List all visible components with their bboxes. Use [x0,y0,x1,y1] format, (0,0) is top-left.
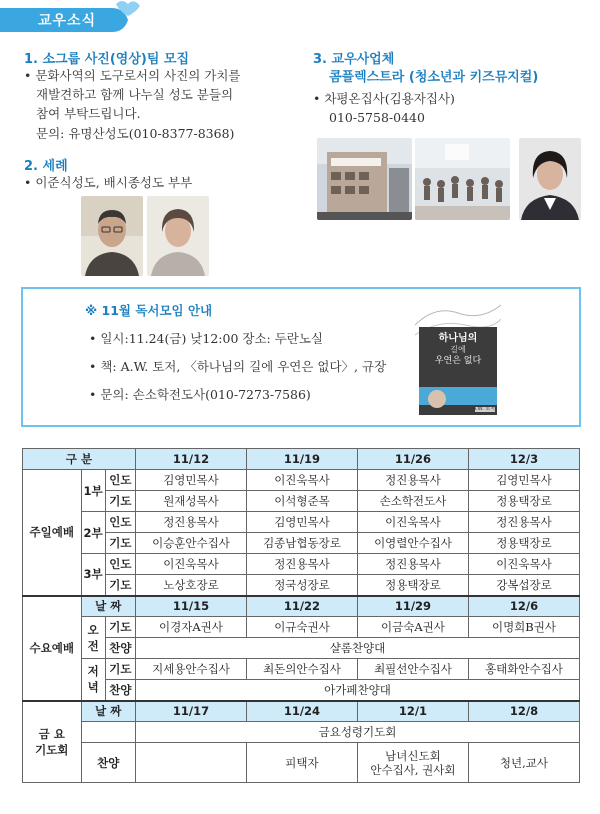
sunday-p3-lead-3: 정진용목사 [357,554,468,575]
sunday-p2-prayer-4: 정용택장로 [468,533,579,554]
wednesday-am-choir: 샬롬찬양대 [135,638,579,659]
sunday-part-1: 1부 [81,470,105,512]
friday-choir-2: 피택자 [246,743,357,783]
schedule-table [22,448,580,783]
wednesday-am-prayer-1: 이경자A권사 [135,617,246,638]
section-1-line-3: 참여 부탁드립니다. [36,106,141,121]
business-photo-building [317,138,412,220]
wednesday-am-role-prayer: 기도 [105,617,135,638]
friday-date-1: 11/17 [135,701,246,722]
sunday-date-3: 11/26 [357,449,468,470]
friday-meeting-blank [81,722,135,743]
sunday-p2-prayer-1: 이승훈안수집사 [135,533,246,554]
sunday-p2-lead-3: 이진욱목사 [357,512,468,533]
section-1-line-4: 문의: 유명산성도(010-8377-8368) [36,126,235,141]
header-title: 교우소식 [38,13,97,29]
sunday-p3-prayer-4: 강복섭장로 [468,575,579,596]
sunday-part-3: 3부 [81,554,105,596]
sunday-date-1: 11/12 [135,449,246,470]
friday-choir-1 [135,743,246,783]
wednesday-date-1: 11/15 [135,596,246,617]
wednesday-date-3: 11/29 [357,596,468,617]
friday-date-3: 12/1 [357,701,468,722]
sunday-date-2: 11/19 [246,449,357,470]
sunday-p2-role-lead: 인도 [105,512,135,533]
wednesday-pm-prayer-3: 최필선안수집사 [357,659,468,680]
sunday-p3-prayer-2: 정국성장로 [246,575,357,596]
sunday-p1-lead-2: 이진욱목사 [246,470,357,491]
section-1-line-1: • 문화사역의 도구로서의 사진의 가치를 [24,68,241,83]
sunday-p1-prayer-1: 원재성목사 [135,491,246,512]
sunday-p1-prayer-4: 정용택장로 [468,491,579,512]
friday-group-label-2: 기도회 [35,742,69,757]
sunday-p1-lead-1: 김영민목사 [135,470,246,491]
sunday-p2-prayer-2: 김종남협동장로 [246,533,357,554]
sunday-p3-lead-1: 이진욱목사 [135,554,246,575]
sunday-date-4: 12/3 [468,449,579,470]
book-club-time: • 일시:11.24(금) 낮12:00 장소: 두란노실 [89,331,324,346]
friday-date-2: 11/24 [246,701,357,722]
wednesday-pm-role-prayer: 기도 [105,659,135,680]
wednesday-am-prayer-2: 이규숙권사 [246,617,357,638]
wednesday-date-2: 11/22 [246,596,357,617]
sunday-p1-role-prayer: 기도 [105,491,135,512]
sunday-p2-prayer-3: 이영렬안수집사 [357,533,468,554]
book-cover-title-1: 하나님의 [438,333,478,344]
friday-group-label-1: 금 요 [38,726,65,741]
friday-date-label: 날 짜 [81,701,135,722]
section-3-subtitle: 콤플렉스트라 (청소년과 키즈뮤지컬) [329,70,539,85]
section-3-title: 3. 교우사업체 [313,52,395,67]
wednesday-pm-prayer-2: 최돈의안수집사 [246,659,357,680]
friday-meeting: 금요성령기도회 [135,722,579,743]
wednesday-am-prayer-3: 이금숙A권사 [357,617,468,638]
friday-choir-4: 청년,교사 [468,743,579,783]
section-1-line-2: 재발견하고 함께 나누실 성도 분들의 [36,87,234,102]
wednesday-pm-label: 저녁 [81,659,105,701]
wednesday-group-label: 수요예배 [23,596,82,701]
sunday-p3-lead-2: 정진용목사 [246,554,357,575]
baptism-photo-woman [147,196,209,276]
sunday-part-2: 2부 [81,512,105,554]
book-club-title: ※ 11월 독서모임 안내 [85,303,213,318]
book-club-book: • 책: A.W. 토저, 〈하나님의 길에 우연은 없다〉, 규장 [89,359,387,374]
book-club-box [21,287,581,427]
wednesday-date-4: 12/6 [468,596,579,617]
sunday-group-label: 주일예배 [23,470,82,596]
friday-choir-3: 남녀신도회 안수집사, 권사회 [357,743,468,783]
friday-role-choir: 찬양 [81,743,135,783]
wednesday-date-label: 날 짜 [81,596,135,617]
sunday-p3-lead-4: 이진욱목사 [468,554,579,575]
sunday-p3-role-prayer: 기도 [105,575,135,596]
sunday-p3-prayer-3: 정용택장로 [357,575,468,596]
sunday-p1-lead-3: 정진용목사 [357,470,468,491]
book-cover-title-2: 길에 [450,345,466,354]
section-3-line-1: • 차평온집사(김용자집사) [313,91,455,106]
friday-date-4: 12/8 [468,701,579,722]
wednesday-am-role-choir: 찬양 [105,638,135,659]
sunday-p3-role-lead: 인도 [105,554,135,575]
wednesday-pm-role-choir: 찬양 [105,680,135,701]
business-photo-class [415,138,510,220]
friday-group-label [23,701,82,783]
baptism-photo-man [81,196,143,276]
section-2-line-1: • 이준식성도, 배시종성도 부부 [24,175,193,190]
sunday-p3-prayer-1: 노상호장로 [135,575,246,596]
book-cover-author: A.W. 토저 [472,406,495,412]
sunday-p2-role-prayer: 기도 [105,533,135,554]
wednesday-am-prayer-4: 이명희B권사 [468,617,579,638]
sunday-p1-lead-4: 김영민목사 [468,470,579,491]
wednesday-pm-prayer-1: 지세용안수집사 [135,659,246,680]
section-2-title: 2. 세례 [24,159,68,174]
wednesday-pm-prayer-4: 홍태화안수집사 [468,659,579,680]
section-1-title: 1. 소그룹 사진(영상)팀 모집 [24,52,190,67]
sunday-p2-lead-4: 정진용목사 [468,512,579,533]
wednesday-pm-choir: 아가페찬양대 [135,680,579,701]
sunday-p1-prayer-2: 이석형준목 [246,491,357,512]
business-photo-portrait [519,138,581,220]
sunday-p1-prayer-3: 손소학전도사 [357,491,468,512]
sunday-p1-role-lead: 인도 [105,470,135,491]
wednesday-am-label: 오전 [81,617,105,659]
section-3-line-2: 010-5758-0440 [329,110,425,125]
book-club-contact: • 문의: 손소학전도사(010-7273-7586) [89,387,311,402]
sunday-header-label: 구 분 [23,449,136,470]
book-cover-title-3: 우연은 없다 [434,356,482,366]
sunday-p2-lead-2: 김영민목사 [246,512,357,533]
sunday-p2-lead-1: 정진용목사 [135,512,246,533]
